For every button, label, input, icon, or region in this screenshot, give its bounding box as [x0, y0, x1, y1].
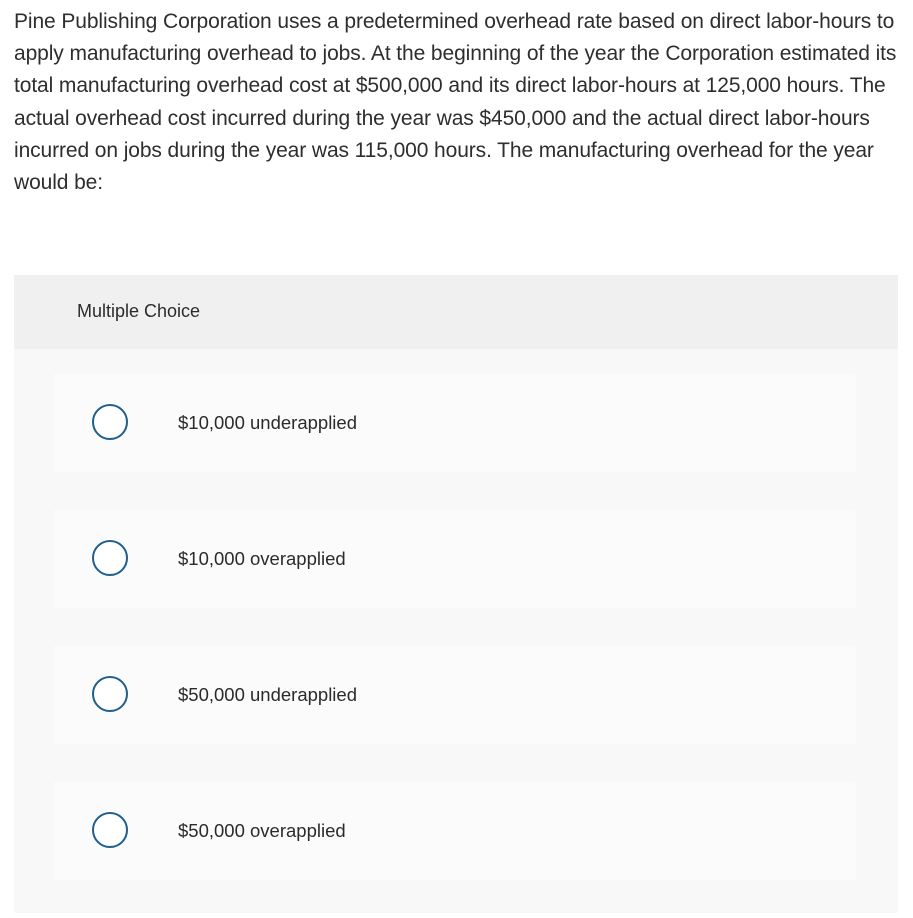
option-1[interactable] [53, 374, 856, 472]
option-2[interactable] [53, 510, 856, 608]
option-3-label: $50,000 underapplied [178, 684, 357, 705]
option-3[interactable] [53, 646, 856, 744]
option-4-label: $50,000 overapplied [178, 820, 346, 841]
question-text: Pine Publishing Corporation uses a predetermined overhead rate based on direct labor-hours to apply manufacturing overhead to jobs. At the beginning of the year the Corporation estimated its total manufacturing overhead cost at $500,000 and its direct labor-hours at 125,000 hours. The actual overhead cost incurred during the year was $450,000 and the actual direct labor-hours incurred on jobs during the year was 115,000 hours. The manufacturing overhead for the year would be: [14, 10, 897, 195]
multiple-choice-panel [14, 275, 898, 913]
radio-button-option-2[interactable] [92, 540, 128, 576]
choice-header [14, 275, 898, 349]
choice-header-label: Multiple Choice [77, 301, 201, 321]
options-list [53, 374, 856, 918]
option-4[interactable] [53, 782, 856, 880]
radio-button-option-4[interactable] [92, 812, 128, 848]
option-2-label: $10,000 overapplied [178, 548, 346, 569]
radio-button-option-3[interactable] [92, 676, 128, 712]
option-1-label: $10,000 underapplied [178, 412, 357, 433]
radio-button-option-1[interactable] [92, 404, 128, 440]
